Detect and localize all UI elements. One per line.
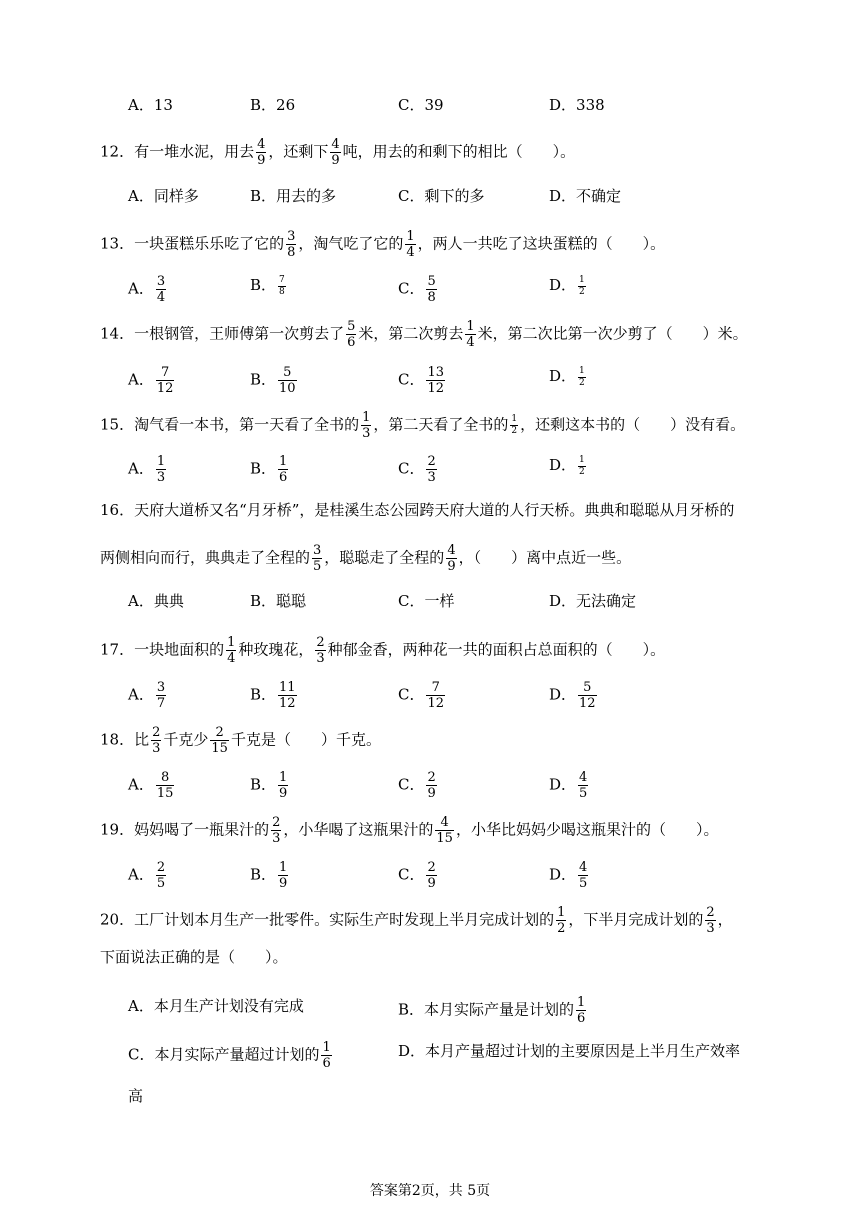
q20-option-b: B．本月实际产量是计划的 $\frac{1}{6}$: [398, 995, 586, 1026]
q20-option-d: D．本月产量超过计划的主要原因是上半月生产效率: [398, 1042, 741, 1060]
fraction: $\frac{2}{15}$: [211, 725, 228, 756]
question-18: [100, 726, 381, 755]
q18-option-b: B． $\frac{1}{9}$: [250, 770, 288, 801]
q16-option-b: B．聪聪: [250, 592, 307, 610]
q19-option-a: A． $\frac{2}{5}$: [128, 860, 166, 891]
q15-text-1: 15．淘气看一本书，第一天看了全书的: [100, 415, 360, 434]
q20-option-d-continuation: 高: [128, 1087, 144, 1105]
q18-text-3: 千克是（ ）千克。: [230, 730, 381, 749]
q17-text-3: 种郁金香，两种花一共的面积占总面积的（ ）。: [327, 640, 666, 659]
q17-option-d: D． $\frac{5}{12}$: [549, 680, 596, 711]
q15-option-a: A． $\frac{1}{3}$: [128, 454, 166, 485]
question-12: [100, 138, 575, 167]
page-footer: 答案第2页，共 5页: [369, 1183, 491, 1199]
q16-text-1: 两侧相向而行，典典走了全程的: [100, 548, 311, 567]
q12-option-d: D．不确定: [549, 187, 622, 205]
question-19: [100, 816, 718, 845]
fraction: $\frac{5}{6}$: [347, 319, 356, 350]
fraction: $\frac{2}{3}$: [706, 905, 715, 936]
fraction: $\frac{1}{4}$: [227, 635, 236, 666]
fraction: $\frac{4}{15}$: [436, 815, 453, 846]
q11-option-b: B．26: [250, 96, 296, 114]
q13-text-2: ，淘气吃了它的: [298, 234, 404, 253]
fraction: $\frac{4}{9}$: [257, 137, 266, 168]
q12-text-3: 吨，用去的和剩下的相比（ ）。: [342, 142, 576, 161]
q13-option-b: B． $\frac{7}{8}$: [250, 274, 285, 297]
q12-option-a: A．同样多: [128, 187, 199, 205]
q19-text-3: ，小华比妈妈少喝这瓶果汁的（ ）。: [455, 820, 719, 839]
question-20-line-2: 下面说法正确的是（ ）。: [100, 948, 288, 966]
q13-option-a: A． $\frac{3}{4}$: [128, 274, 166, 305]
q20-text-3: ，: [717, 910, 733, 929]
q15-option-b: B． $\frac{1}{6}$: [250, 454, 288, 485]
q20-text-1: 20．工厂计划本月生产一批零件。实际生产时发现上半月完成计划的: [100, 910, 555, 929]
fraction: $\frac{1}{2}$: [557, 905, 566, 936]
q16-option-a: A．典典: [128, 592, 184, 610]
question-20-line-1: [100, 906, 733, 935]
question-16-line-2: [100, 544, 631, 573]
fraction: $\frac{1}{4}$: [466, 319, 475, 350]
q20-option-a: A．本月生产计划没有完成: [128, 997, 304, 1015]
q12-text-1: 12．有一堆水泥，用去: [100, 142, 255, 161]
q13-option-d: D． $\frac{1}{2}$: [549, 274, 585, 297]
q15-text-3: ，还剩这本书的（ ）没有看。: [520, 415, 746, 434]
fraction: $\frac{1}{2}$: [511, 414, 518, 436]
q20-option-c: C．本月实际产量超过计划的 $\frac{1}{6}$: [128, 1040, 331, 1071]
q17-text-2: 种玫瑰花，: [238, 640, 314, 659]
fraction: $\frac{1}{4}$: [406, 229, 415, 260]
q16-option-c: C．一样: [398, 592, 455, 610]
q18-text-2: 千克少: [163, 730, 209, 749]
q19-option-b: B． $\frac{1}{9}$: [250, 860, 288, 891]
q11-option-a: A．13: [128, 96, 173, 114]
q19-text-1: 19．妈妈喝了一瓶果汁的: [100, 820, 270, 839]
question-17: [100, 636, 665, 665]
question-15: [100, 411, 745, 440]
fraction: $\frac{4}{9}$: [447, 543, 456, 574]
q13-text-3: ，两人一共吃了这块蛋糕的（ ）。: [417, 234, 666, 253]
q17-option-c: C． $\frac{7}{12}$: [398, 680, 445, 711]
q15-option-c: C． $\frac{2}{3}$: [398, 454, 436, 485]
q16-text-3: ，（ ）离中点近一些。: [458, 548, 632, 567]
q13-text-1: 13．一块蛋糕乐乐吃了它的: [100, 234, 285, 253]
fraction: $\frac{2}{3}$: [152, 725, 161, 756]
q14-text-3: 米，第二次比第一次少剪了（ ）米。: [477, 324, 748, 343]
q18-option-d: D． $\frac{4}{5}$: [549, 770, 588, 801]
q11-option-c: C．39: [398, 96, 444, 114]
fraction: $\frac{2}{3}$: [272, 815, 281, 846]
q12-option-b: B．用去的多: [250, 187, 337, 205]
q12-option-c: C．剩下的多: [398, 187, 485, 205]
fraction: $\frac{3}{8}$: [287, 229, 296, 260]
q14-option-a: A． $\frac{7}{12}$: [128, 365, 174, 396]
q17-option-b: B． $\frac{11}{12}$: [250, 680, 296, 711]
q12-text-2: ，还剩下: [268, 142, 329, 161]
q18-text-1: 18．比: [100, 730, 150, 749]
q19-option-c: C． $\frac{2}{9}$: [398, 860, 436, 891]
question-14: [100, 320, 748, 349]
fraction: $\frac{2}{3}$: [316, 635, 325, 666]
q11-option-d: D．338: [549, 96, 605, 114]
question-16-line-1: 16．天府大道桥又名“月牙桥”，是桂溪生态公园跨天府大道的人行天桥。典典和聪聪从月牙桥的: [100, 501, 735, 519]
q14-text-2: 米，第二次剪去: [358, 324, 464, 343]
q15-text-2: ，第二天看了全书的: [373, 415, 509, 434]
q13-option-c: C． $\frac{5}{8}$: [398, 274, 436, 305]
q19-option-d: D． $\frac{4}{5}$: [549, 860, 588, 891]
fraction: $\frac{1}{3}$: [362, 410, 371, 441]
q17-text-1: 17．一块地面积的: [100, 640, 225, 659]
q14-option-b: B． $\frac{5}{10}$: [250, 365, 296, 396]
q18-option-a: A． $\frac{8}{15}$: [128, 770, 174, 801]
question-13: [100, 230, 665, 259]
q16-option-d: D．无法确定: [549, 592, 637, 610]
q16-text-2: ，聪聪走了全程的: [324, 548, 445, 567]
q15-option-d: D． $\frac{1}{2}$: [549, 454, 585, 477]
q14-option-c: C． $\frac{13}{12}$: [398, 365, 445, 396]
q14-option-d: D． $\frac{1}{2}$: [549, 365, 585, 388]
q18-option-c: C． $\frac{2}{9}$: [398, 770, 436, 801]
q20-text-2: ，下半月完成计划的: [568, 910, 704, 929]
fraction: $\frac{3}{5}$: [313, 543, 322, 574]
q19-text-2: ，小华喝了这瓶果汁的: [283, 820, 434, 839]
q14-text-1: 14．一根钢管，王师傅第一次剪去了: [100, 324, 345, 343]
q17-option-a: A． $\frac{3}{7}$: [128, 680, 166, 711]
fraction: $\frac{4}{9}$: [331, 137, 340, 168]
